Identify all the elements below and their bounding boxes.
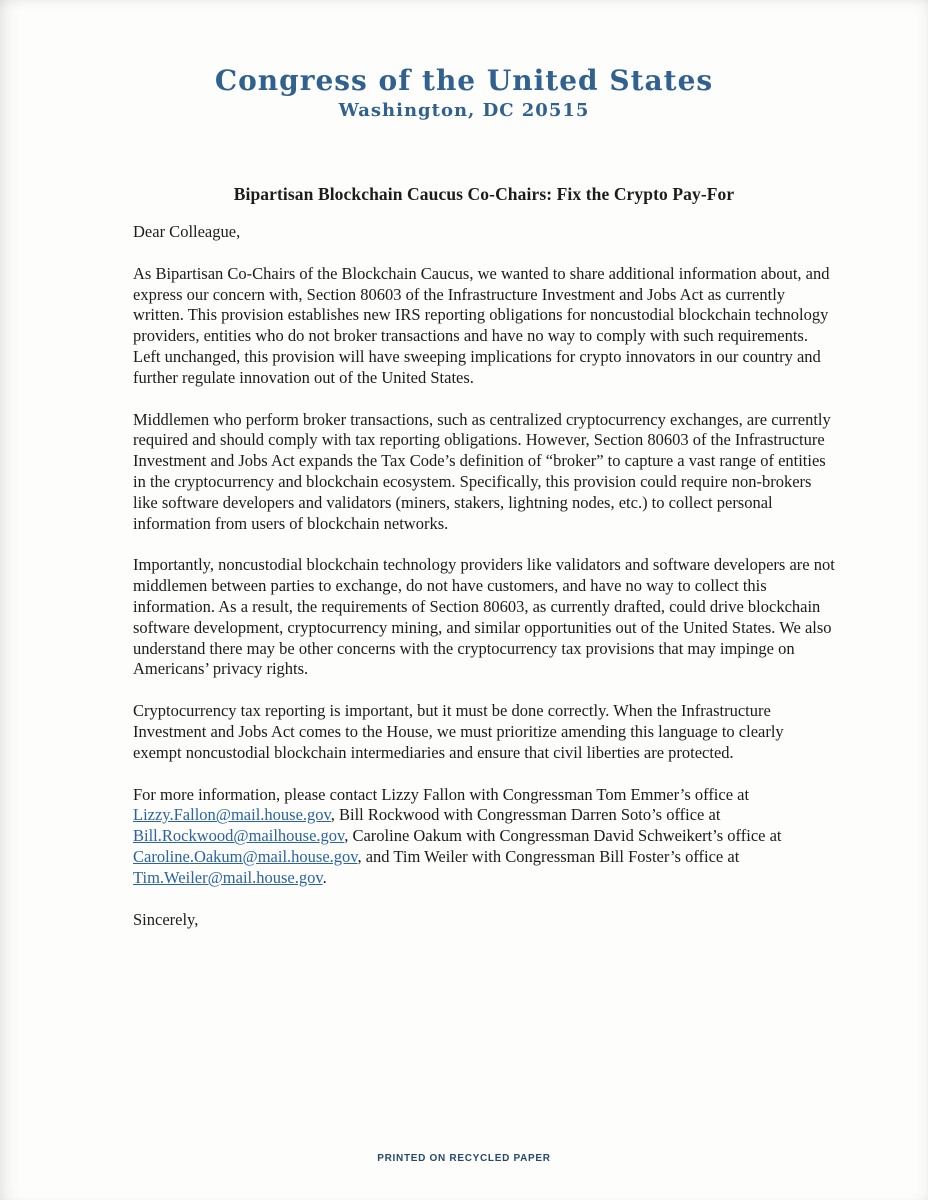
paragraph-3: Importantly, noncustodial blockchain technology providers like validators and software developers are not middlemen between parties to exchange, do not have customers, and have no way to collect this information. As a result, the requirements of Section 80603, as currently drafted, could drive blockchain software development, cryptocurrency mining, and similar opportunities out of the United States. We also understand there may be other concerns with the cryptocurrency tax provisions that may impinge on Americans’ privacy rights. (133, 555, 835, 679)
email-link[interactable]: Lizzy.Fallon@mail.house.gov (133, 805, 331, 825)
email-link[interactable]: Tim.Weiler@mail.house.gov (133, 867, 323, 887)
closing: Sincerely, (133, 909, 199, 929)
paragraph-4: Cryptocurrency tax reporting is important, but it must be done correctly. When the Infrastructure Investment and Jobs Act comes to the House, we must prioritize amending this language to clearly exempt noncustodial blockchain intermediaries and ensure that civil liberties are protected. (133, 701, 784, 762)
contact-text: For more information, please contact Lizzy Fallon with Congressman Tom Emmer’s office at (133, 784, 750, 804)
paragraph-2: Middlemen who perform broker transactions, such as centralized cryptocurrency exchanges, are currently required and should comply with tax reporting obligations. However, Section 80603 of the Infrastructure Investment and Jobs Act expands the Tax Code’s definition of “broker” to capture a vast range of entities in the cryptocurrency and blockchain ecosystem. Specifically, this provision could require non-brokers like software developers and validators (miners, stakers, lightning nodes, etc.) to collect personal information from users of blockchain networks. (133, 409, 831, 533)
contact-text: , and Tim Weiler with Congressman Bill Foster’s office at (357, 846, 740, 866)
letter-content (133, 183, 835, 930)
footer-note: PRINTED ON RECYCLED PAPER (377, 1153, 551, 1164)
contact-paragraph (133, 785, 835, 889)
paragraph-1: As Bipartisan Co-Chairs of the Blockchain Caucus, we wanted to share additional information about, and express our concern with, Section 80603 of the Infrastructure Investment and Jobs Act as currently written. This provision establishes new IRS reporting obligations for noncustodial blockchain technology providers, entities who do not broker transactions and have no way to comply with such requirements. Left unchanged, this provision will have sweeping implications for crypto innovators in our country and further regulate innovation out of the United States. (133, 263, 830, 387)
salutation: Dear Colleague, (133, 222, 241, 241)
contact-text: . (322, 867, 327, 887)
email-link[interactable]: Bill.Rockwood@mailhouse.gov (133, 826, 345, 846)
letterhead (0, 0, 928, 121)
letterhead-line1: Congress of the United States (214, 64, 714, 97)
letterhead-line2: Washington, DC 20515 (338, 100, 590, 121)
email-link[interactable]: Caroline.Oakum@mail.house.gov (133, 846, 358, 866)
contact-text: , Caroline Oakum with Congressman David Schweikert’s office at (344, 826, 782, 846)
letter-title: Bipartisan Blockchain Caucus Co-Chairs: Fix the Crypto Pay-For (233, 184, 735, 204)
contact-text: , Bill Rockwood with Congressman Darren Soto’s office at (330, 805, 721, 825)
